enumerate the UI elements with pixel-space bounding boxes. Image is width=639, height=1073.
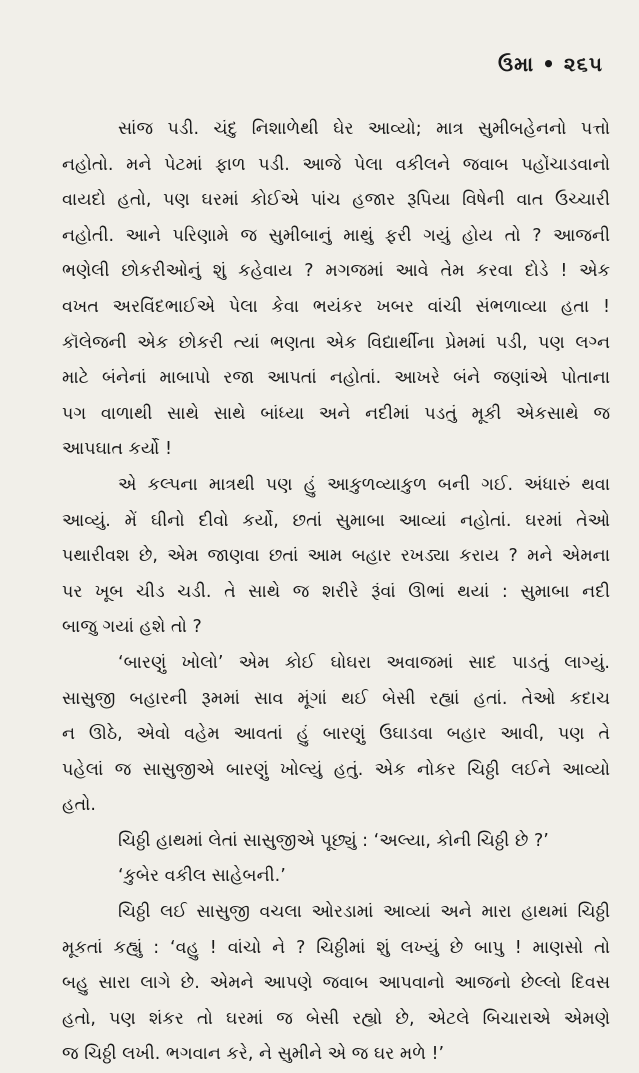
running-title: ઉમા <box>498 52 535 76</box>
text-line: હતો. <box>62 795 96 816</box>
text-line: એ કલ્પના માત્રથી પણ હું આકુળવ્યાકુળ બની ગઈ. અંધારું થવા <box>118 474 610 495</box>
text-line: સાંજ પડી. ચંદુ નિશાળેથી ઘેર આવ્યો; માત્ર સુમીબહેનનો પત્તો <box>118 119 610 139</box>
text-line: નહોતો. મને પેટમાં ફાળ પડી. આજે પેલા વકીલને જવાબ પહોંચાડવાનો <box>62 154 610 175</box>
text-line: આવ્યું. મેં ઘીનો દીવો કર્યો, છતાં સુમાબા આવ્યાં નહોતાં. ઘરમાં તેઓ <box>62 510 610 531</box>
text-line: સાસુજી બહારની રૂમમાં સાવ મૂંગાં થઈ બેસી રહ્યાં હતાં. તેઓ કદાચ <box>62 688 610 709</box>
page-number: ૨૬૫ <box>563 52 603 76</box>
text-line: મૂકતાં કહ્યું : ‘વહુ ! વાંચો ને ? ચિઠ્ઠીમાં શું લખ્યું છે બાપુ ! માણસો તો <box>62 937 610 958</box>
text-line: ભણેલી છોકરીઓનું શું કહેવાય ? મગજમાં આવે તેમ કરવા દોડે ! એક <box>62 261 610 282</box>
text-line: આપઘાત કર્યો ! <box>62 439 172 460</box>
paragraph <box>62 824 610 860</box>
text-line: કૉલેજની એક છોકરી ત્યાં ભણતા એક વિદ્યાર્થીના પ્રેમમાં પડી, પણ લગ્ન <box>62 332 610 353</box>
running-header <box>498 52 603 76</box>
text-line: નહોતી. આને પરિણામે જ સુમીબાનું માથું ફરી ગયું હોય તો ? આજની <box>62 225 610 246</box>
text-line: જ ચિઠ્ઠી લખી. ભગવાન કરે, ને સુમીને એ જ ઘર મળે !’ <box>62 1044 445 1065</box>
text-line: હતો, પણ શંકર તો ઘરમાં જ બેસી રહ્યો છે, એટલે બિચારાએ એમણે <box>62 1008 610 1029</box>
text-line: વાયદો હતો, પણ ઘરમાં કોઈએ પાંચ હજાર રૂપિયા વિષેની વાત ઉચ્ચારી <box>62 190 610 211</box>
text-line: વખત અરવિંદભાઈએ પેલા કેવા ભયંકર ખબર વાંચી સંભળાવ્યા હતા ! <box>62 296 610 317</box>
text-line: ચિઠ્ઠી લઈ સાસુજી વચલા ઓરડામાં આવ્યાં અને મારા હાથમાં ચિઠ્ઠી <box>118 902 610 923</box>
text-line: માટે બંનેનાં માબાપો રજા આપતાં નહોતાં. આખરે બંને જણાંએ પોતાના <box>62 368 610 389</box>
paragraph <box>62 859 610 895</box>
text-line: ચિઠ્ઠી હાથમાં લેતાં સાસુજીએ પૂછ્યું : ‘અલ્યા, કોની ચિઠ્ઠી છે ?’ <box>118 830 549 851</box>
text-line: પથારીવશ છે, એમ જાણવા છતાં આમ બહાર રખડ્યા કરાય ? મને એમના <box>62 546 610 567</box>
text-line: પર ખૂબ ચીડ ચડી. તે સાથે જ શરીરે રૂંવાં ઊભાં થયાં : સુમાબા નદી <box>62 581 610 602</box>
text-line: ‘બારણું ખોલો’ એમ કોઈ ઘોઘરા અવાજમાં સાદ પાડતું લાગ્યું. <box>118 652 610 673</box>
paragraph <box>62 112 610 468</box>
paragraph <box>62 895 610 1073</box>
paragraph <box>62 468 610 646</box>
page-body <box>62 112 610 1073</box>
text-line: પગ વાળાથી સાથે સાથે બાંધ્યા અને નદીમાં પડતું મૂકી એકસાથે જ <box>62 403 610 424</box>
text-line: ન ઊઠે, એવો વહેમ આવતાં હું બારણું ઉઘાડવા બહાર આવી, પણ તે <box>62 724 610 745</box>
header-separator: • <box>542 52 556 76</box>
paragraph <box>62 646 610 824</box>
text-line: બાજુ ગયાં હશે તો ? <box>62 617 202 638</box>
text-line: પહેલાં જ સાસુજીએ બારણું ખોલ્યું હતું. એક નોકર ચિઠ્ઠી લઈને આવ્યો <box>62 759 610 780</box>
text-line: બહુ સારા લાગે છે. એમને આપણે જવાબ આપવાનો આજનો છેલ્લો દિવસ <box>62 973 610 994</box>
text-line: ‘કુબેર વકીલ સાહેબની.’ <box>118 866 286 887</box>
